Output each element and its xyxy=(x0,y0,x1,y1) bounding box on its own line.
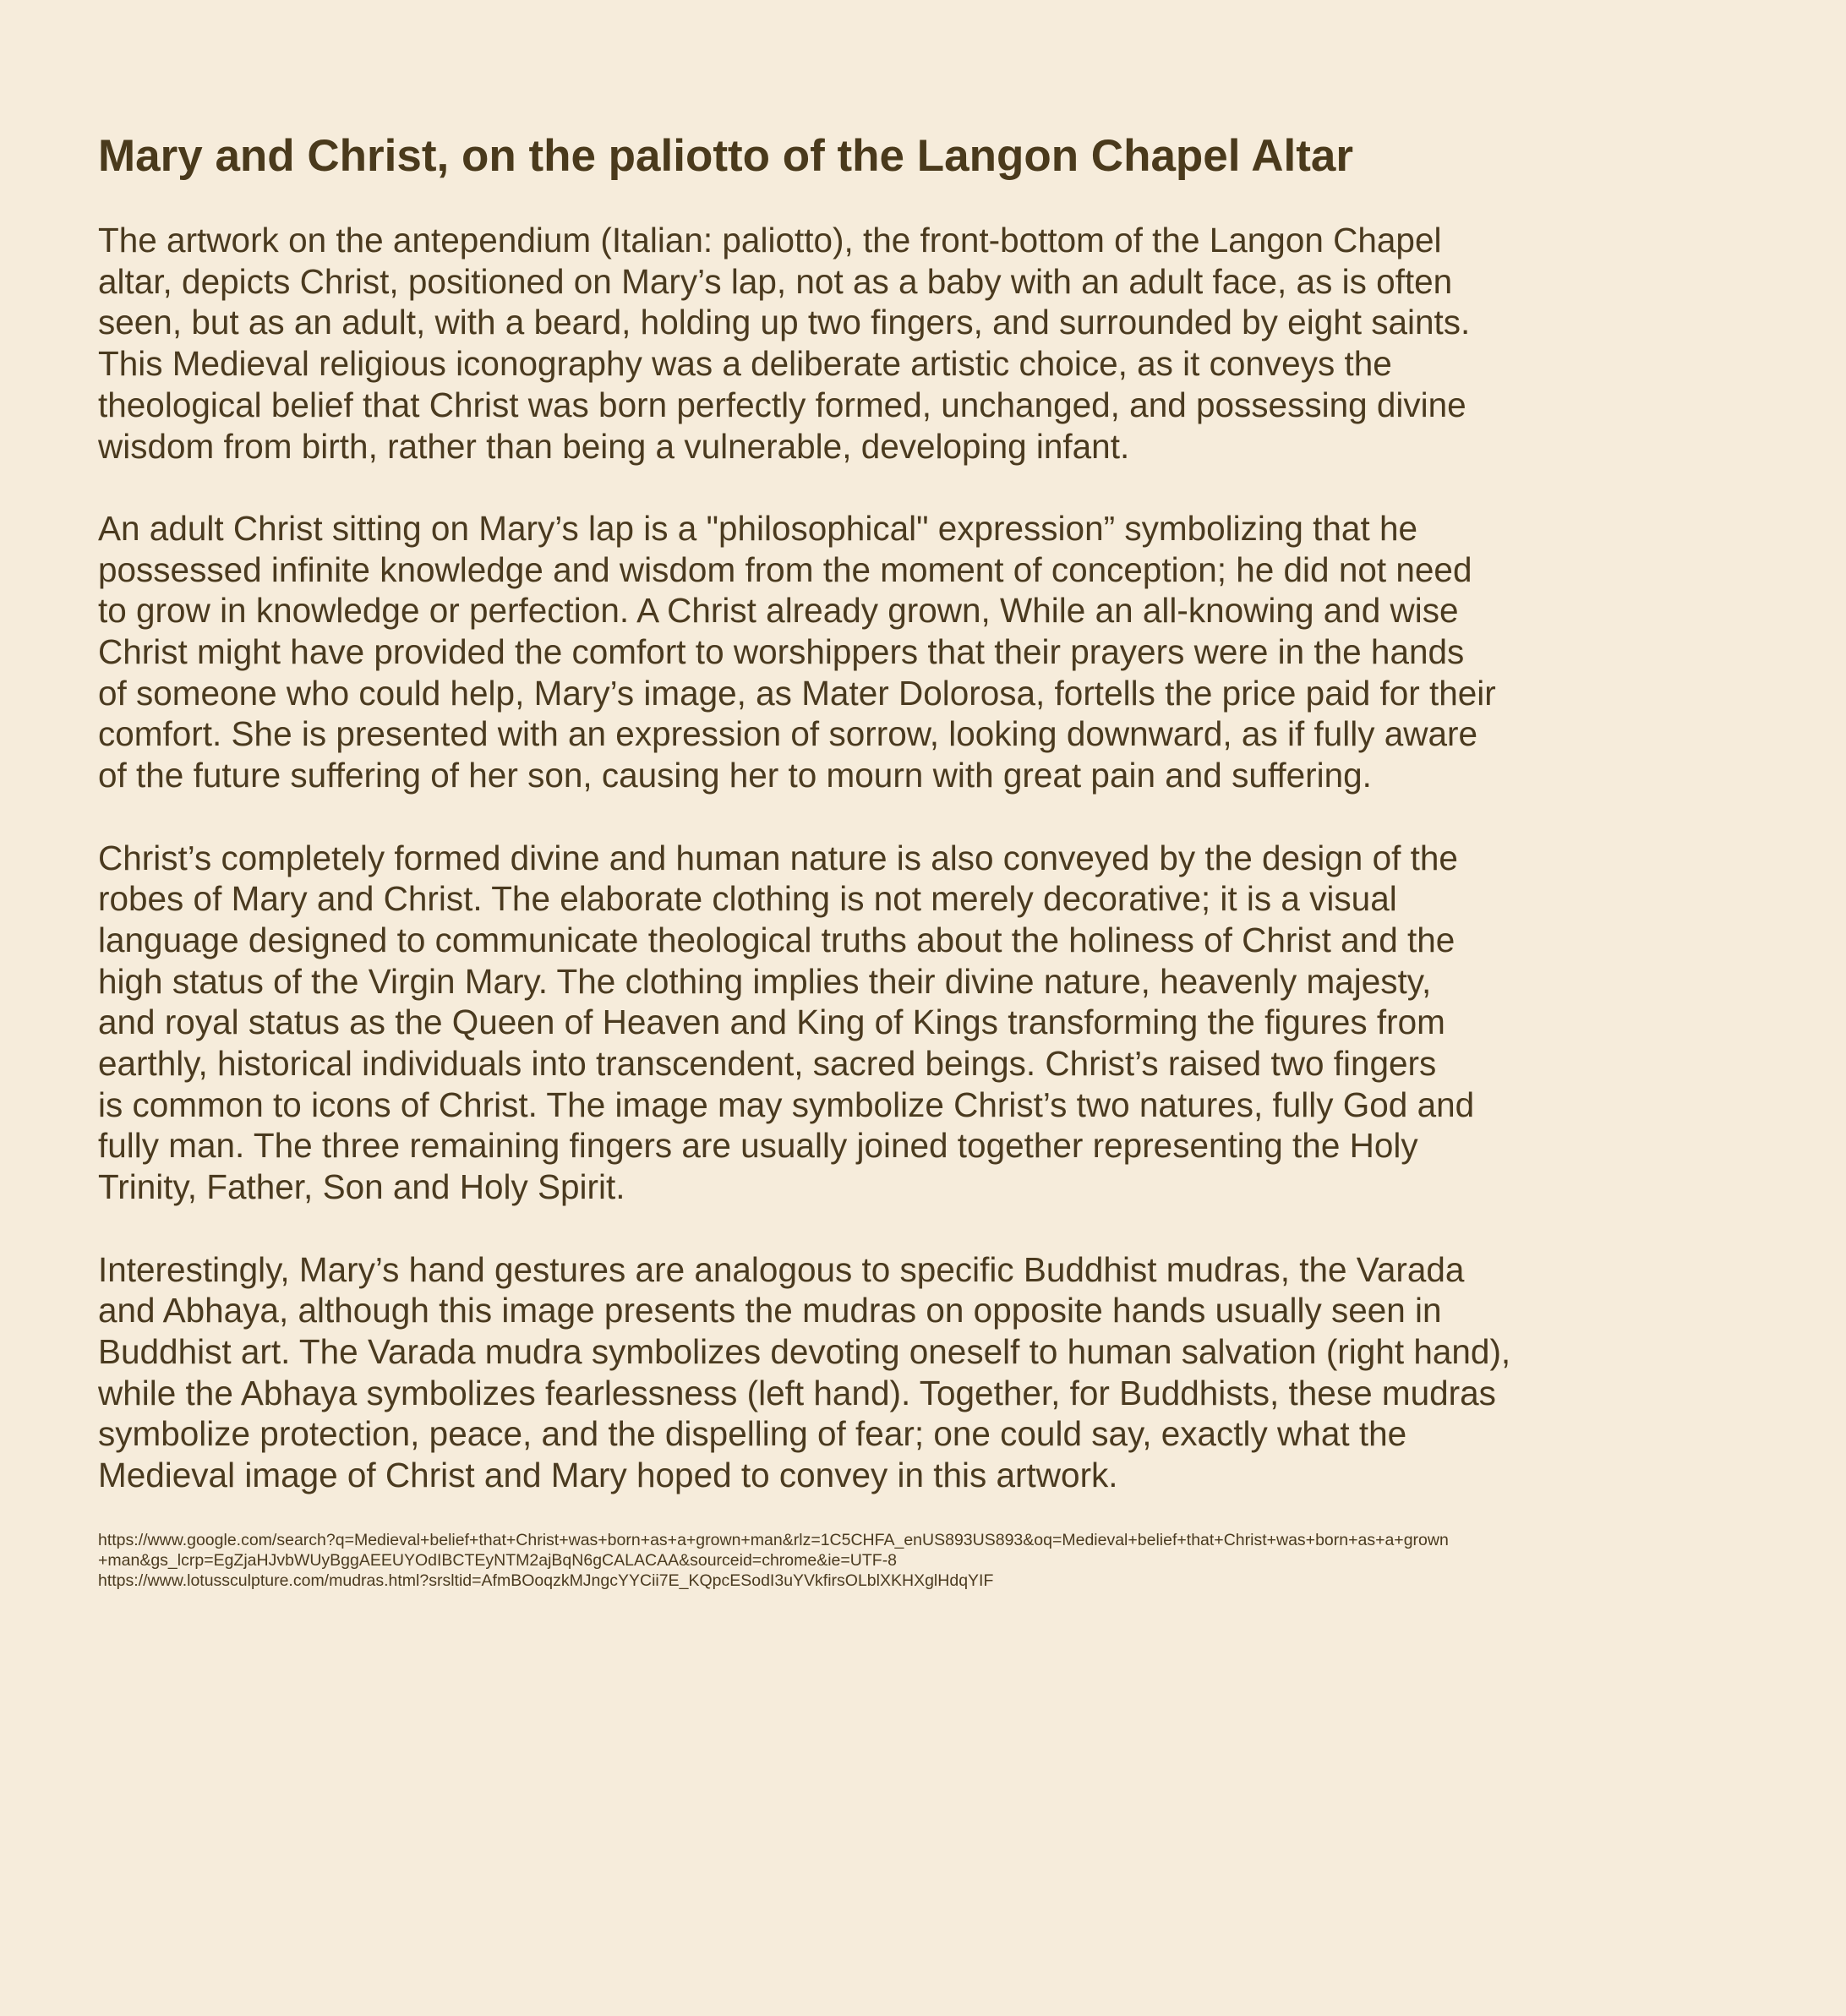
paragraph-line: theological belief that Christ was born perfectly formed, unchanged, and possessing divine xyxy=(98,385,1466,424)
paragraph-line: The artwork on the antependium (Italian: paliotto), the front-bottom of the Langon Chapel xyxy=(98,221,1442,260)
references xyxy=(98,1530,1789,1591)
paragraph-line: of someone who could help, Mary’s image, as Mater Dolorosa, fortells the price paid for their xyxy=(98,673,1496,713)
paragraph-line: wisdom from birth, rather than being a vulnerable, developing infant. xyxy=(98,426,1130,466)
paragraph-line: symbolize protection, peace, and the dispelling of fear; one could say, exactly what the xyxy=(98,1414,1407,1454)
paragraph-line: This Medieval religious iconography was a deliberate artistic choice, as it conveys the xyxy=(98,344,1392,384)
paragraph-line: Trinity, Father, Son and Holy Spirit. xyxy=(98,1167,625,1207)
paragraph-line: language designed to communicate theological truths about the holiness of Christ and the xyxy=(98,920,1456,959)
reference-url: https://www.lotussculpture.com/mudras.html?srsltid=AfmBOoqzkMJngcYYCii7E_KQpcESodI3uYVkfirsOLblXKHXglHdqYIF xyxy=(98,1571,994,1591)
body-text xyxy=(98,220,1789,1496)
paragraph-line: Interestingly, Mary’s hand gestures are analogous to specific Buddhist mudras, the Varada xyxy=(98,1249,1465,1289)
paragraph-1 xyxy=(98,220,1789,467)
paragraph-3 xyxy=(98,838,1789,1208)
paragraph-line: high status of the Virgin Mary. The clothing implies their divine nature, heavenly majesty, xyxy=(98,961,1432,1001)
paragraph-line: comfort. She is presented with an expression of sorrow, looking downward, as if fully aware xyxy=(98,714,1478,754)
paragraph-line: is common to icons of Christ. The image may symbolize Christ’s two natures, fully God and xyxy=(98,1084,1475,1124)
paragraph-line: of the future suffering of her son, causing her to mourn with great pain and suffering. xyxy=(98,756,1372,795)
paragraph-line: seen, but as an adult, with a beard, holding up two fingers, and surrounded by eight saints. xyxy=(98,303,1471,342)
reference-url: +man&gs_lcrp=EgZjaHJvbWUyBggAEEUYOdIBCTEyNTM2ajBqN6gCALACAA&sourceid=chrome&ie=UTF-8 xyxy=(98,1551,898,1571)
paragraph-line: An adult Christ sitting on Mary’s lap is a "philosophical" expression” symbolizing that he xyxy=(98,508,1418,548)
paragraph-line: to grow in knowledge or perfection. A Christ already grown, While an all-knowing and wise xyxy=(98,591,1459,631)
paragraph-line: Medieval image of Christ and Mary hoped to convey in this artwork. xyxy=(98,1456,1118,1495)
paragraph-2 xyxy=(98,508,1789,796)
paragraph-line: and Abhaya, although this image presents the mudras on opposite hands usually seen in xyxy=(98,1291,1442,1330)
paragraph-line: Christ might have provided the comfort to worshippers that their prayers were in the hands xyxy=(98,632,1465,672)
paragraph-line: and royal status as the Queen of Heaven and King of Kings transforming the figures from xyxy=(98,1003,1445,1042)
paragraph-line: robes of Mary and Christ. The elaborate clothing is not merely decorative; it is a visual xyxy=(98,879,1397,919)
paragraph-line: possessed infinite knowledge and wisdom from the moment of conception; he did not need xyxy=(98,549,1472,589)
page-title: Mary and Christ, on the paliotto of the Langon Chapel Altar xyxy=(98,131,1354,181)
paragraph-line: altar, depicts Christ, positioned on Mary’s lap, not as a baby with an adult face, as is often xyxy=(98,261,1453,301)
paragraph-line: Christ’s completely formed divine and human nature is also conveyed by the design of the xyxy=(98,838,1458,877)
paragraph-line: while the Abhaya symbolizes fearlessness (left hand). Together, for Buddhists, these mudras xyxy=(98,1373,1496,1412)
paragraph-line: fully man. The three remaining fingers are usually joined together representing the Holy xyxy=(98,1126,1418,1166)
paragraph-line: Buddhist art. The Varada mudra symbolizes devoting oneself to human salvation (right hand), xyxy=(98,1331,1511,1371)
document-page xyxy=(98,127,1789,1591)
paragraph-line: earthly, historical individuals into transcendent, sacred beings. Christ’s raised two fingers xyxy=(98,1044,1437,1084)
reference-url: https://www.google.com/search?q=Medieval+belief+that+Christ+was+born+as+a+grown+man&rlz=1C5CHFA_enUS893US893&oq=Medieval+belief+that+Christ+was+born+as+a+grown xyxy=(98,1531,1449,1550)
paragraph-4 xyxy=(98,1249,1789,1496)
